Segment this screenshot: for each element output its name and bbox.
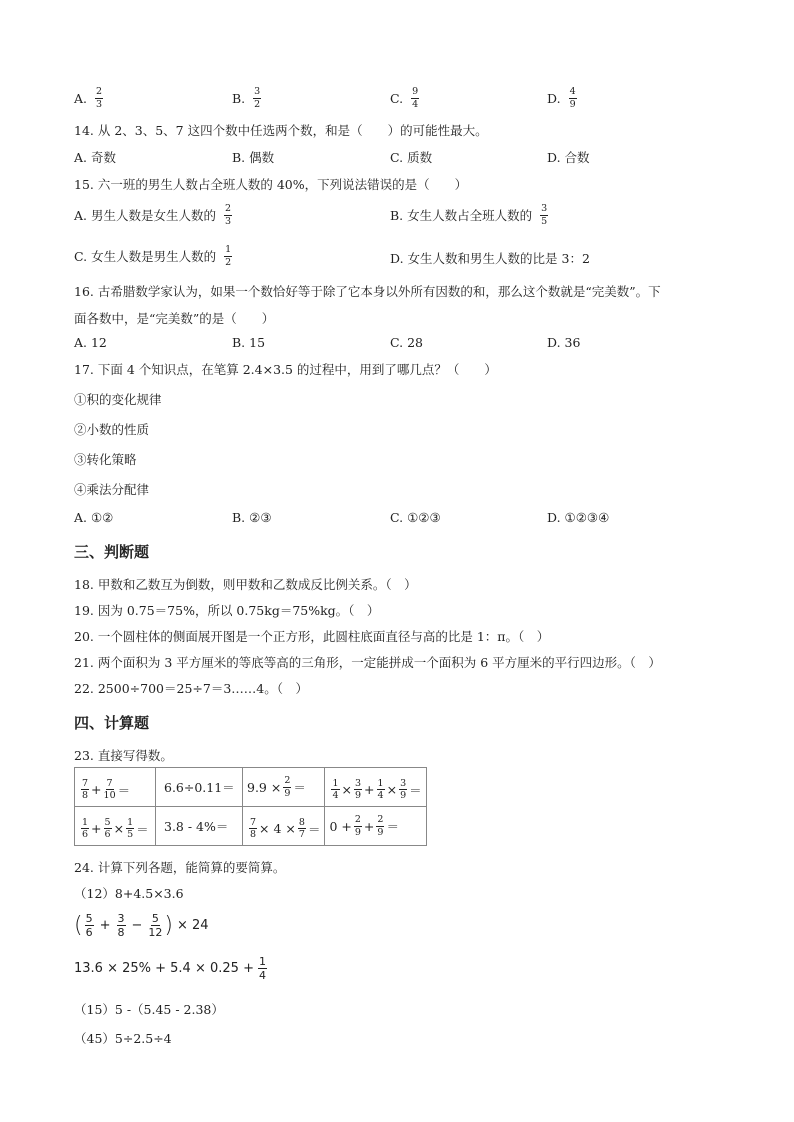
q16-option-a: A. 12 bbox=[74, 335, 107, 350]
q16-option-c: C. 28 bbox=[390, 335, 423, 350]
calc-cell: 0 + $\frac{2}{9}$ + $\frac{2}{9}$ ＝ bbox=[325, 807, 426, 846]
option-label: B. bbox=[232, 90, 246, 106]
option-label: D. bbox=[547, 90, 561, 106]
question-21: 21. 两个面积为 3 平方厘米的等底等高的三角形，一定能拼成一个面积为 6 平方厘米的平行四边形。（ ） bbox=[74, 655, 661, 670]
numerator: 1 bbox=[225, 244, 232, 255]
question-23-title: 23. 直接写得数。 bbox=[74, 748, 173, 763]
fraction bbox=[411, 87, 419, 109]
q17-option-d: D. ①②③④ bbox=[547, 510, 610, 525]
q14-option-c: C. 质数 bbox=[390, 150, 433, 165]
table-row bbox=[75, 807, 427, 846]
q24-expression-1: （12）8+4.5×3.6 bbox=[74, 886, 184, 901]
numerator: 2 bbox=[96, 86, 103, 97]
denominator: 4 bbox=[412, 98, 419, 110]
denominator: 5 bbox=[541, 215, 548, 227]
q15-option-c bbox=[74, 245, 234, 267]
question-15-text: 15. 六一班的男生人数占全班人数的 40%，下列说法错误的是（ ） bbox=[74, 177, 468, 192]
q14-option-a: A. 奇数 bbox=[74, 150, 116, 165]
question-16-line1: 16. 古希腊数学家认为，如果一个数恰好等于除了它本身以外所有因数的和，那么这个数就是“完美数”。下 bbox=[74, 284, 661, 299]
q17-option-c: C. ①②③ bbox=[390, 510, 441, 525]
calc-cell: 6.6÷0.11＝ bbox=[156, 768, 243, 807]
option-text: C. 女生人数是男生人数的 bbox=[74, 249, 217, 264]
q15-option-a bbox=[74, 204, 234, 226]
q16-option-d: D. 36 bbox=[547, 335, 581, 350]
q14-option-b: B. 偶数 bbox=[232, 150, 275, 165]
fraction bbox=[569, 87, 577, 109]
q15-option-d: D. 女生人数和男生人数的比是 3：2 bbox=[390, 251, 590, 266]
q17-option-b: B. ②③ bbox=[232, 510, 272, 525]
q24-expression-2: ( $\frac{5}{6}$ + $\frac{3}{8}$ − $\frac{5}{12}$ ) × 24 bbox=[74, 912, 209, 939]
section-heading-calculation: 四、计算题 bbox=[74, 714, 150, 732]
q15-option-b bbox=[390, 204, 550, 226]
option-label: A. bbox=[74, 90, 88, 106]
numerator: 9 bbox=[412, 86, 419, 97]
numerator: 3 bbox=[254, 86, 261, 97]
q17-point-3: ③转化策略 bbox=[74, 452, 137, 467]
fraction bbox=[224, 245, 232, 267]
denominator: 3 bbox=[96, 98, 103, 110]
q13-option-b bbox=[232, 87, 263, 109]
denominator: 2 bbox=[254, 98, 261, 110]
question-17-text: 17. 下面 4 个知识点，在笔算 2.4×3.5 的过程中，用到了哪几点？（ ） bbox=[74, 362, 497, 377]
calc-table bbox=[74, 767, 427, 846]
calc-cell: 3.8 - 4%＝ bbox=[156, 807, 243, 846]
q17-point-1: ①积的变化规律 bbox=[74, 392, 162, 407]
numerator: 4 bbox=[569, 86, 576, 97]
calc-cell: $\frac{1}{6}$ + $\frac{5}{6}$ × $\frac{1}{5}$ ＝ bbox=[75, 807, 156, 846]
denominator: 2 bbox=[225, 256, 232, 268]
question-22: 22. 2500÷700＝25÷7＝3……4。（ ） bbox=[74, 681, 308, 696]
q17-point-4: ④乘法分配律 bbox=[74, 482, 150, 497]
q24-expression-3: 13.6 × 25% + 5.4 × 0.25 + $\frac{1}{4}$ bbox=[74, 955, 266, 982]
q17-point-2: ②小数的性质 bbox=[74, 422, 150, 437]
q24-expression-5: （45）5÷2.5÷4 bbox=[74, 1031, 172, 1046]
q17-option-a: A. ①② bbox=[74, 510, 114, 525]
option-text: B. 女生人数占全班人数的 bbox=[390, 208, 533, 223]
q13-option-c bbox=[390, 87, 421, 109]
fraction bbox=[253, 87, 261, 109]
option-text: A. 男生人数是女生人数的 bbox=[74, 208, 216, 223]
q13-option-d bbox=[547, 87, 579, 109]
section-heading-judgement: 三、判断题 bbox=[74, 543, 150, 561]
question-16-line2: 面各数中，是“完美数”的是（ ） bbox=[74, 311, 275, 326]
numerator: 2 bbox=[224, 203, 232, 214]
question-24-title: 24. 计算下列各题，能简算的要简算。 bbox=[74, 860, 286, 875]
fraction bbox=[540, 204, 548, 226]
q16-option-b: B. 15 bbox=[232, 335, 266, 350]
q24-expression-4: （15）5 -（5.45 - 2.38） bbox=[74, 1002, 224, 1017]
calc-cell: 9.9 × $\frac{2}{9}$ ＝ bbox=[243, 768, 325, 807]
denominator: 3 bbox=[224, 215, 232, 227]
denominator: 9 bbox=[569, 98, 576, 110]
table-row bbox=[75, 768, 427, 807]
question-19: 19. 因为 0.75＝75%，所以 0.75kg＝75%kg。（ ） bbox=[74, 603, 380, 618]
question-20: 20. 一个圆柱体的侧面展开图是一个正方形，此圆柱底面直径与高的比是 1：π。（ ） bbox=[74, 629, 550, 644]
fraction bbox=[224, 204, 232, 226]
question-14-text: 14. 从 2、3、5、7 这四个数中任选两个数，和是（ ）的可能性最大。 bbox=[74, 123, 488, 138]
option-label: C. bbox=[390, 90, 404, 106]
calc-cell: $\frac{7}{8}$ × 4 × $\frac{8}{7}$ ＝ bbox=[243, 807, 325, 846]
question-18: 18. 甲数和乙数互为倒数，则甲数和乙数成反比例关系。（ ） bbox=[74, 577, 417, 592]
q13-option-a bbox=[74, 87, 105, 109]
calc-cell: $\frac{7}{8}$ + $\frac{7}{10}$ ＝ bbox=[75, 768, 156, 807]
q14-option-d: D. 合数 bbox=[547, 150, 590, 165]
fraction bbox=[95, 87, 103, 109]
numerator: 3 bbox=[541, 203, 548, 214]
calc-cell: $\frac{1}{4}$ × $\frac{3}{9}$ + $\frac{1}{4}$ × $\frac{3}{9}$ ＝ bbox=[325, 768, 426, 807]
